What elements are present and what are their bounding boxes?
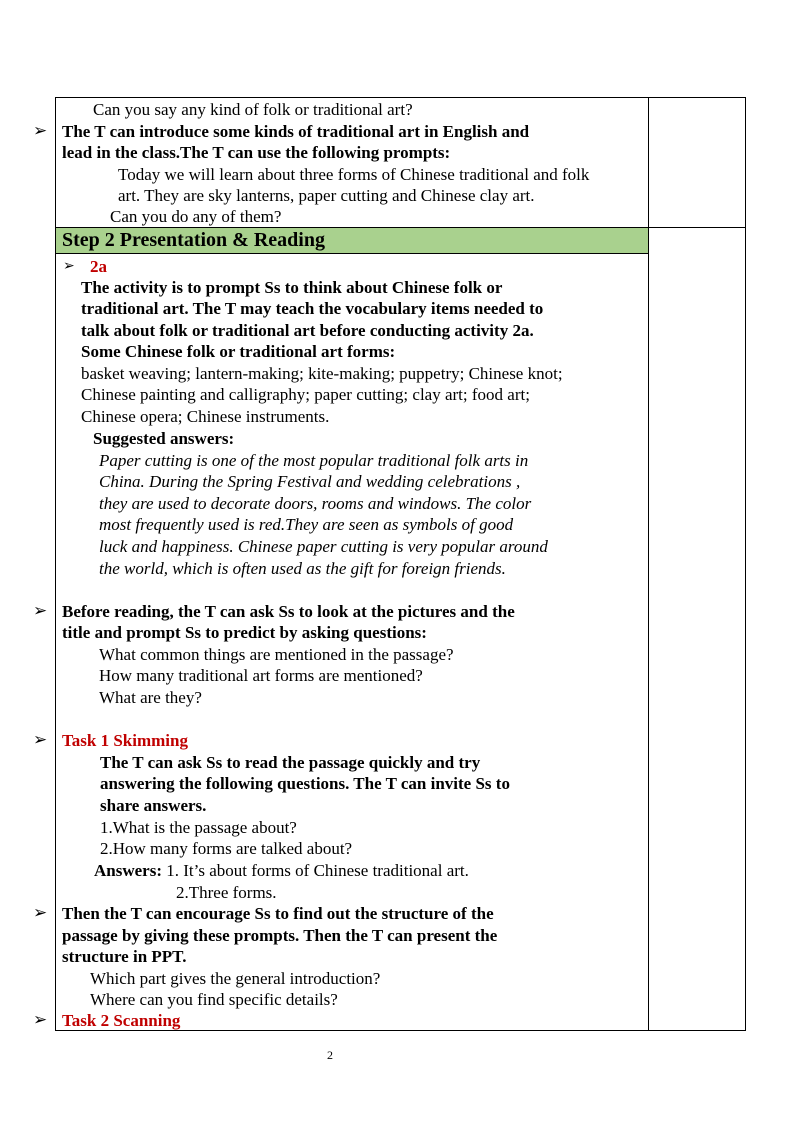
text-line: passage by giving these prompts. Then the T can present the (62, 926, 498, 945)
text-line: Can you do any of them? (110, 207, 282, 226)
text-line: title and prompt Ss to predict by asking questions: (62, 623, 427, 642)
text-line: Before reading, the T can ask Ss to look at the pictures and the (62, 602, 515, 621)
text-line: art. They are sky lanterns, paper cutting and Chinese clay art. (118, 186, 535, 205)
answer-line: they are used to decorate doors, rooms and windows. The color (99, 494, 532, 513)
text-line: Chinese opera; Chinese instruments. (81, 407, 330, 426)
task-heading: Task 2 Scanning (62, 1011, 181, 1030)
text-line: structure in PPT. (62, 947, 187, 966)
text-line: What are they? (99, 688, 202, 707)
text-line: The T can ask Ss to read the passage quickly and try (100, 753, 481, 772)
table-right-border (745, 97, 746, 1031)
text-line: Where can you find specific details? (90, 990, 338, 1009)
bullet-arrow-icon: ➢ (33, 730, 48, 750)
text-line: talk about folk or traditional art before conducting activity 2a. (81, 321, 534, 340)
step-bar-bottom-border (55, 253, 649, 254)
bullet-arrow-icon: ➢ (33, 903, 48, 923)
step-heading: Step 2 Presentation & Reading (62, 229, 325, 251)
text-line: Some Chinese folk or traditional art forms: (81, 342, 396, 361)
answer-line: luck and happiness. Chinese paper cutting is very popular around (99, 537, 548, 556)
page-number: 2 (327, 1048, 333, 1062)
text-line: Can you say any kind of folk or traditional art? (93, 100, 413, 119)
bullet-arrow-icon: ➢ (33, 601, 48, 621)
text-line: What common things are mentioned in the passage? (99, 645, 454, 664)
bullet-arrow-icon: ➢ (33, 1010, 48, 1030)
answer-line: most frequently used is red.They are seen as symbols of good (99, 515, 514, 534)
text-line: Today we will learn about three forms of Chinese traditional and folk (118, 165, 590, 184)
text-line: share answers. (100, 796, 207, 815)
answer-line: China. During the Spring Festival and wedding celebrations , (99, 472, 521, 491)
text-line: Which part gives the general introduction? (90, 969, 381, 988)
bullet-arrow-icon: ➢ (63, 258, 75, 274)
text-line: The activity is to prompt Ss to think about Chinese folk or (81, 278, 503, 297)
text-line: 2.Three forms. (176, 883, 277, 902)
answers-text: 1. It’s about forms of Chinese traditional art. (162, 861, 469, 880)
answer-line: the world, which is often used as the gift for foreign friends. (99, 559, 506, 578)
text-line: Then the T can encourage Ss to find out the structure of the (62, 904, 494, 923)
text-line: 2.How many forms are talked about? (100, 839, 353, 858)
table-column-divider (648, 97, 649, 1031)
table-top-border (55, 97, 746, 98)
step-heading-bar (56, 228, 648, 253)
text-line: The T can introduce some kinds of traditional art in English and (62, 122, 530, 141)
activity-label: 2a (90, 257, 107, 276)
answers-label: Answers: (94, 861, 162, 880)
text-line: answering the following questions. The T can invite Ss to (100, 774, 510, 793)
text-line: Suggested answers: (93, 429, 235, 448)
text-line: basket weaving; lantern-making; kite-making; puppetry; Chinese knot; (81, 364, 563, 383)
text-line: 1.What is the passage about? (100, 818, 297, 837)
text-line: traditional art. The T may teach the vocabulary items needed to (81, 299, 544, 318)
text-line: lead in the class.The T can use the following prompts: (62, 143, 451, 162)
answer-line: Paper cutting is one of the most popular traditional folk arts in (99, 451, 529, 470)
task-heading: Task 1 Skimming (62, 731, 188, 750)
text-line: Chinese painting and calligraphy; paper cutting; clay art; food art; (81, 385, 530, 404)
text-line: How many traditional art forms are mentioned? (99, 666, 423, 685)
answers-line (94, 860, 469, 881)
bullet-arrow-icon: ➢ (33, 121, 48, 141)
